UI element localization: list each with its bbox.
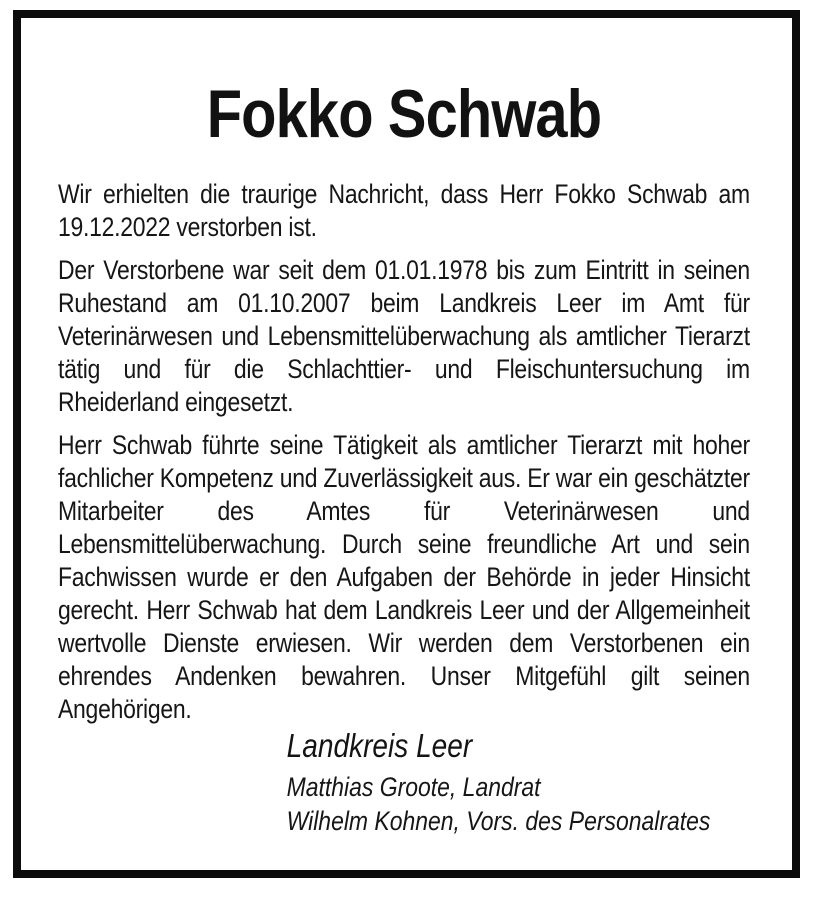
signature-block <box>287 726 750 838</box>
signature-organization: Landkreis Leer <box>286 727 473 764</box>
notice-paragraph-career: Der Verstorbene war seit dem 01.01.1978 bis zum Eintritt in seinen Ruhestand am 01.10.2007 beim Landkreis Leer im Amt für Veterinärwesen und Lebensmittelüberwachung als amtlicher Tierarzt tätig und für die Schlachttier- und Fleischuntersuchung im Rheiderland eingesetzt. <box>58 255 750 417</box>
signature-signers <box>287 770 750 838</box>
notice-content <box>58 78 750 838</box>
notice-paragraph-death-announcement: Wir erhielten die traurige Nachricht, dass Herr Fokko Schwab am 19.12.2022 verstorben ist. <box>58 179 750 242</box>
signature-signer-personalrat: Wilhelm Kohnen, Vors. des Personalrates <box>286 806 711 836</box>
deceased-name-title: Fokko Schwab <box>206 76 602 152</box>
notice-frame <box>13 10 800 878</box>
signature-signer-landrat: Matthias Groote, Landrat <box>286 772 541 802</box>
notice-paragraph-tribute: Herr Schwab führte seine Tätigkeit als amtlicher Tierarzt mit hoher fachlicher Kompetenz und Zuverlässigkeit aus. Er war ein geschätzter Mitarbeiter des Amtes für Veterinärwesen und Lebensmittelüberwachung. Durch seine freundliche Art und sein Fachwissen wurde er den Aufgaben der Behörde in jeder Hinsicht gerecht. Herr Schwab hat dem Landkreis Leer und der Allgemeinheit wertvolle Dienste erwiesen. Wir werden dem Verstorbenen ein ehrendes Andenken bewahren. Unser Mitgefühl gilt seinen Angehörigen. <box>58 430 750 724</box>
